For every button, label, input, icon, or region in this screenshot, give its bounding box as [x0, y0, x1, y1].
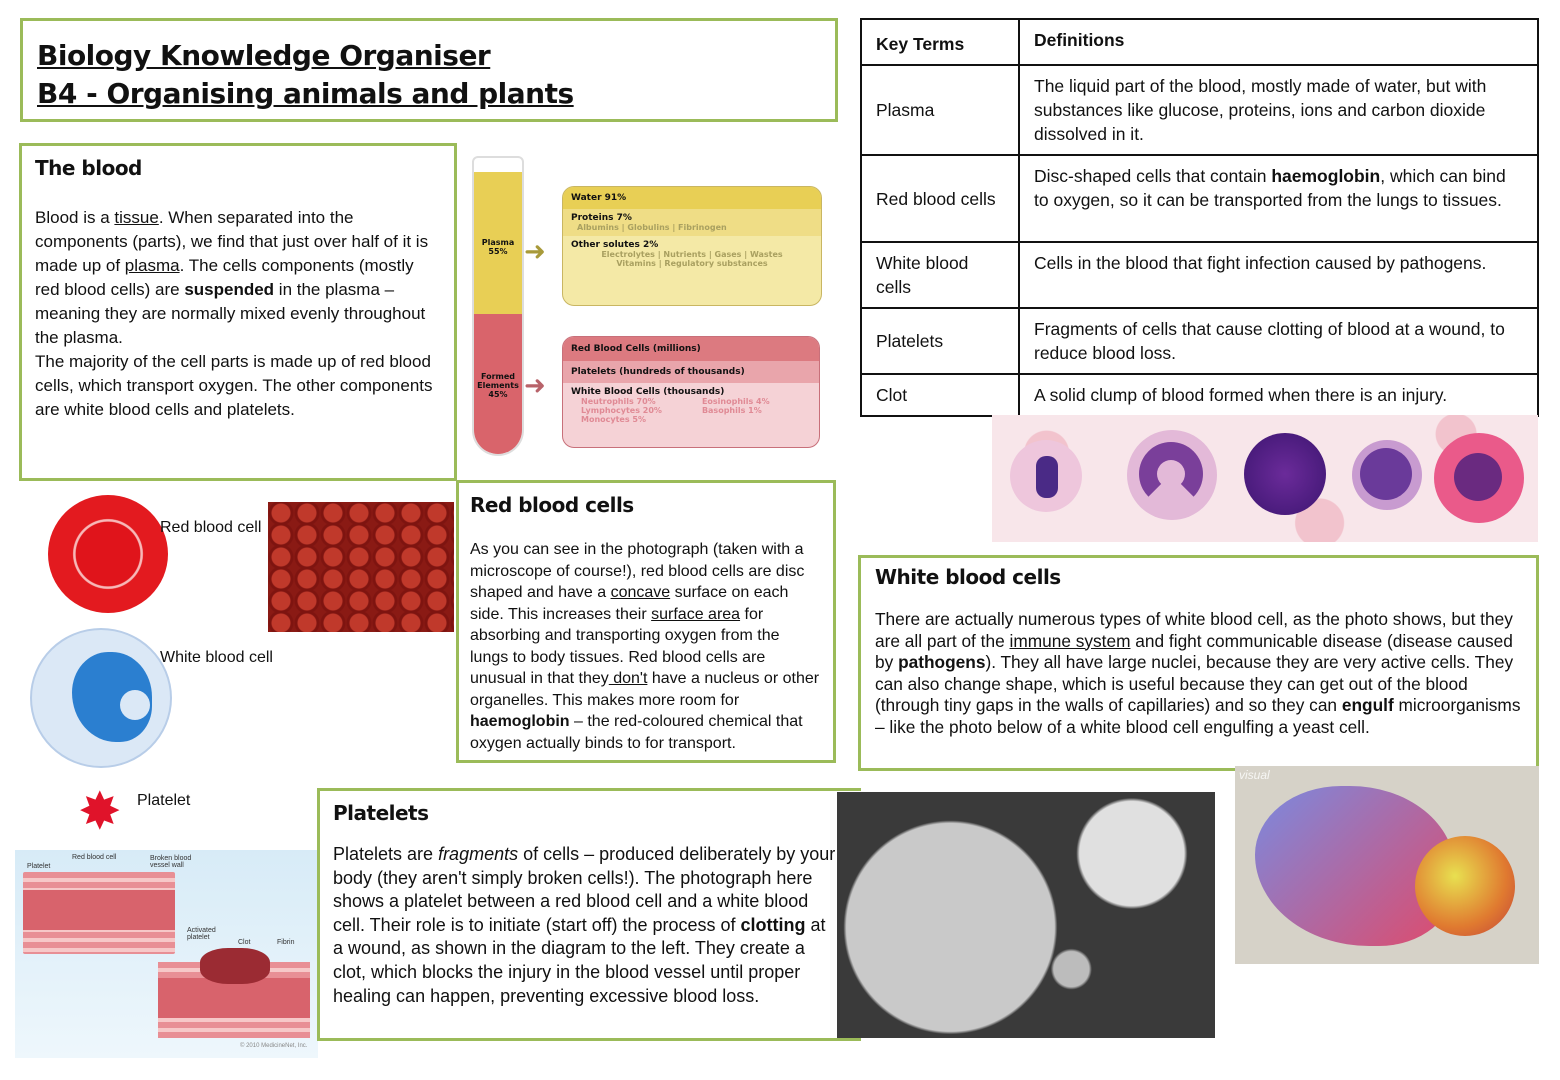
- text-segment: , which can bind to oxygen, so it can be transported from the lungs to tissues.: [1034, 166, 1506, 210]
- definition: [1019, 374, 1538, 416]
- label-platelet: Platelet: [27, 863, 51, 870]
- term: Platelets: [861, 308, 1019, 374]
- text-segment: . The cells components (mostly red blood cells) are: [35, 256, 414, 299]
- wbc-label: White blood cell: [160, 649, 273, 666]
- platelet-icon: ✸: [78, 783, 122, 841]
- white-blood-cells-photo: [992, 415, 1538, 542]
- term: Red blood cells: [861, 155, 1019, 242]
- platelets-heading: Platelets: [333, 801, 429, 825]
- text-segment: at a wound, as shown in the diagram to the left. They create a clot, which blocks the injury in the blood vessel until proper healing can happen, preventing excessive blood loss.: [333, 914, 826, 1006]
- bold-term: haemoglobin: [1271, 166, 1381, 186]
- solutes-list: Electrolytes | Nutrients | Gases | Wastes: [601, 250, 783, 259]
- red-blood-cells-photo: [268, 502, 454, 632]
- text-segment: for absorbing and transporting oxygen from the lungs to body tissues. Red blood cells are unusual in that they: [470, 605, 780, 687]
- text-segment: ). They all have large nuclei, because they are very active cells. They can also change shape, which is useful because they can get out of the blood (through tiny gaps in the walls of capillaries) and so they can: [875, 652, 1514, 716]
- plasma-label: Plasma 55%: [481, 238, 515, 256]
- red-blood-cells-box: [456, 480, 836, 763]
- underlined-term: immune system: [1009, 630, 1131, 651]
- rbc-row: Red Blood Cells (millions): [563, 337, 819, 361]
- definition: [1019, 155, 1538, 242]
- copyright: © 2010 MedicineNet, Inc.: [240, 1043, 308, 1049]
- text-segment: – the red-coloured chemical that oxygen actually binds to for transport.: [470, 713, 803, 752]
- bold-term: haemoglobin: [470, 713, 570, 730]
- platelets-text: [333, 843, 838, 1008]
- blood-text: [35, 206, 441, 422]
- definition: [1019, 65, 1538, 155]
- label-fibrin: Fibrin: [277, 939, 295, 946]
- platelet-sem-photo: [837, 792, 1215, 1038]
- text-segment: Platelets are: [333, 844, 439, 864]
- key-terms-table: [860, 18, 1539, 417]
- table-row: [861, 242, 1538, 308]
- term: Clot: [861, 374, 1019, 416]
- title-line1: Biology Knowledge Organiser: [37, 39, 491, 72]
- text-segment: in the plasma – meaning they are normally mixed evenly throughout the plasma.: [35, 280, 426, 347]
- text-segment: The liquid part of the blood, mostly made of water, but with substances like glucose, proteins, ions and carbon dioxide dissolved in it.: [1034, 76, 1487, 144]
- table-row: [861, 374, 1538, 416]
- label-clot: Clot: [238, 939, 251, 946]
- table-header: [861, 19, 1538, 65]
- platelet-label: Platelet: [137, 792, 191, 809]
- rbc-text: [470, 539, 822, 754]
- bold-term: engulf: [1341, 695, 1394, 716]
- blood-composition-diagram: [462, 148, 834, 460]
- text-segment: Fragments of cells that cause clotting of blood at a wound, to reduce blood loss.: [1034, 319, 1505, 363]
- label-red-blood-cell: Red blood cell: [72, 854, 117, 861]
- text-segment: Disc-shaped cells that contain: [1034, 166, 1272, 186]
- formed-panel: [562, 336, 820, 448]
- text-segment: A solid clump of blood formed when there is an injury.: [1034, 385, 1448, 405]
- term: White blood cells: [861, 242, 1019, 308]
- text-segment: of cells – produced deliberately by your body (they aren't simply broken cells!). The photograph here shows a platelet between a red blood cell and a white blood cell. Their role is to initiate (start off) the process of: [333, 844, 836, 935]
- underlined-term: tissue: [114, 208, 159, 227]
- arrow-icon: ➜: [524, 370, 546, 400]
- solutes-list: Vitamins | Regulatory substances: [616, 259, 768, 268]
- basophils: Basophils 1%: [701, 406, 762, 415]
- proteins: Proteins 7%: [571, 213, 632, 223]
- neutrophils: Neutrophils 70%: [581, 397, 656, 406]
- title-line2: B4 - Organising animals and plants: [37, 77, 574, 110]
- label-activated-platelet: Activated platelet: [187, 927, 216, 941]
- eosinophils: Eosinophils 4%: [701, 397, 770, 406]
- blood-heading: The blood: [35, 156, 142, 180]
- blood-box: [19, 143, 457, 481]
- platelets-row: Platelets (hundreds of thousands): [563, 361, 819, 383]
- monocytes: Monocytes 5%: [581, 415, 646, 424]
- underlined-term: plasma: [124, 256, 180, 275]
- underlined-term: don't: [608, 670, 648, 687]
- text-segment: microorganisms – like the photo below of a white blood cell engulfing a yeast cell.: [875, 695, 1521, 737]
- water: Water 91%: [563, 187, 821, 209]
- definition: [1019, 308, 1538, 374]
- label-vessel-wall: Broken blood vessel wall: [150, 855, 192, 869]
- term: Plasma: [861, 65, 1019, 155]
- rbc-label: Red blood cell: [160, 519, 262, 536]
- wbc-heading: White blood cells: [875, 565, 1061, 589]
- definition: [1019, 242, 1538, 308]
- table-row: [861, 308, 1538, 374]
- test-tube: [472, 156, 524, 456]
- bold-term: suspended: [184, 280, 275, 299]
- text-segment: have a nucleus or other organelles. This makes more room for: [470, 670, 820, 709]
- underlined-term: concave: [610, 584, 671, 601]
- underlined-term: surface area: [651, 605, 741, 623]
- wbc-text: [875, 609, 1522, 739]
- text-segment: . When separated into the components (parts), we find that just over half of it is made up of: [35, 208, 429, 275]
- text-segment: The majority of the cell parts is made up of red blood cells, which transport oxygen. The other components are white blood cells and platelets.: [35, 352, 433, 419]
- red-blood-cell-icon: [48, 495, 168, 613]
- watermark: visual: [1239, 768, 1270, 782]
- rbc-heading: Red blood cells: [470, 493, 634, 517]
- text-segment: Blood is a: [35, 208, 115, 227]
- bold-term: pathogens: [898, 652, 986, 673]
- header-key-terms: Key Terms: [861, 19, 1019, 65]
- arrow-icon: ➜: [524, 236, 546, 266]
- clotting-diagram: [15, 850, 318, 1058]
- plasma-panel: [562, 186, 822, 306]
- text-segment: surface on each side. This increases their: [470, 584, 789, 623]
- solutes: Other solutes 2%: [571, 240, 659, 250]
- wbc-row: White Blood Cells (thousands): [571, 387, 725, 397]
- text-segment: and fight communicable disease (disease caused by: [875, 630, 1513, 673]
- white-blood-cell-icon: [30, 628, 172, 768]
- lymphocytes: Lymphocytes 20%: [581, 406, 662, 415]
- header-definitions: Definitions: [1019, 19, 1538, 65]
- title-box: [20, 18, 838, 122]
- text-segment: As you can see in the photograph (taken with a microscope of course!), red blood cells are disc shaped and have a: [470, 541, 805, 601]
- table-row: [861, 155, 1538, 242]
- engulfing-yeast-photo: [1235, 766, 1539, 964]
- bold-term: clotting: [740, 914, 806, 935]
- text-segment: There are actually numerous types of white blood cell, as the photo shows, but they are all part of the: [875, 609, 1513, 651]
- proteins-list: Albumins | Globulins | Fibrinogen: [577, 223, 727, 232]
- formed-label: Formed Elements 45%: [477, 372, 519, 399]
- white-blood-cells-box: [858, 555, 1539, 771]
- text-segment: Cells in the blood that fight infection caused by pathogens.: [1034, 253, 1487, 273]
- table-row: [861, 65, 1538, 155]
- platelets-box: [317, 788, 861, 1041]
- italic-term: fragments: [438, 844, 519, 864]
